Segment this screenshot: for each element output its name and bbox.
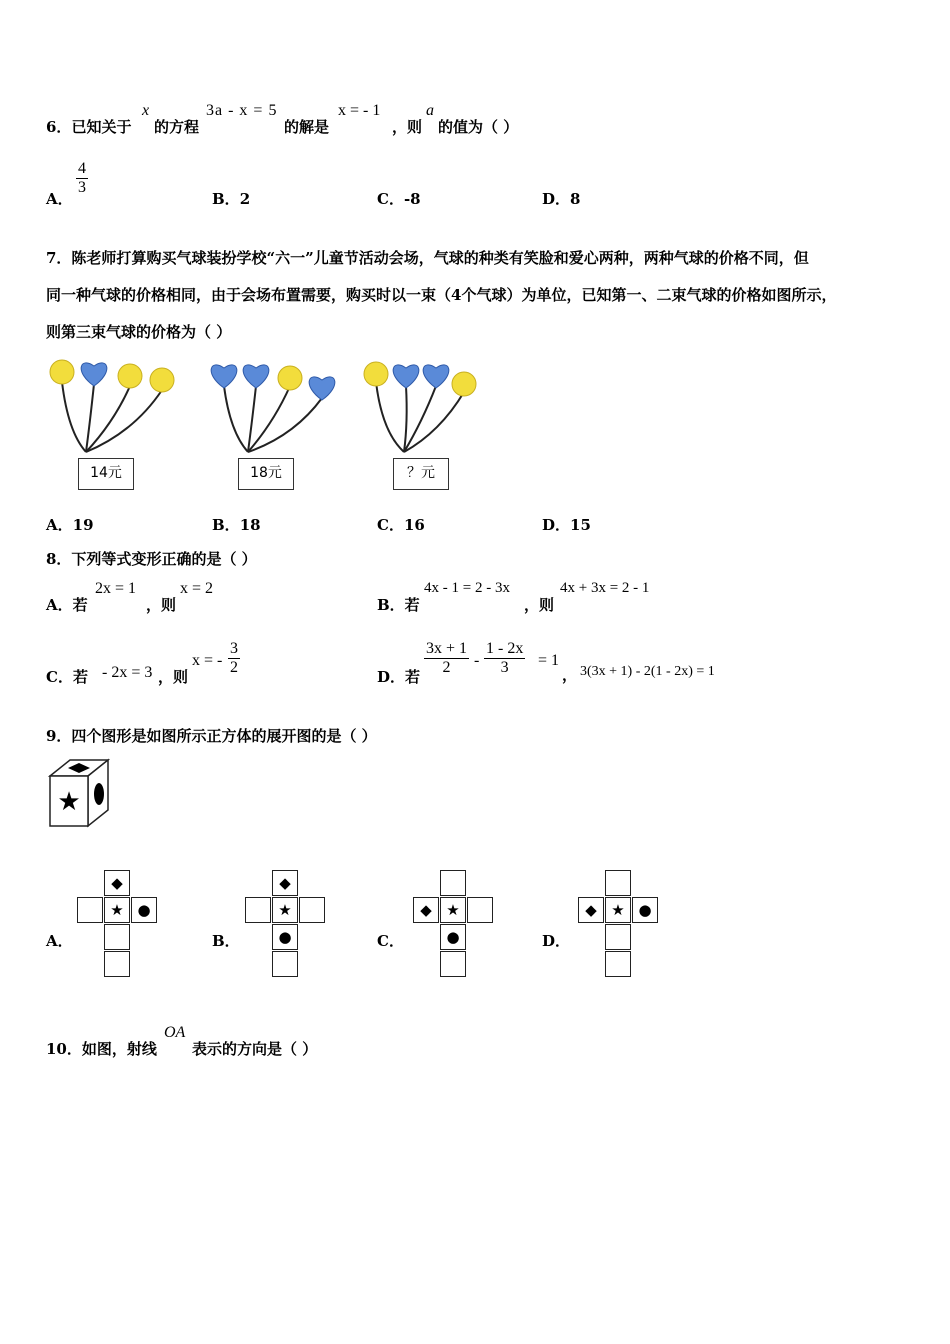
q7-line-3: 则第三束气球的价格为（ ） — [46, 323, 232, 341]
q8-c-den: 2 — [230, 659, 238, 676]
price-tag-2: 18元 — [238, 458, 294, 490]
q9-title: 9．四个图形是如图所示正方体的展开图的是（ ） — [46, 727, 377, 745]
q6-option-a-fraction — [76, 160, 88, 197]
smiley-balloon-icon — [452, 372, 476, 396]
q7-option-d — [542, 514, 591, 535]
star-icon: ★ — [110, 900, 124, 919]
q8-c-num: 3 — [230, 640, 238, 657]
q8-b-label: B．若 — [377, 596, 420, 614]
q7-option-b — [212, 514, 261, 535]
diamond-icon: ◆ — [420, 900, 432, 919]
heart-balloon-icon — [211, 365, 237, 388]
q7-a-value: 19 — [72, 516, 94, 534]
q7-b-value: 18 — [239, 516, 261, 534]
q6-a-den: 3 — [78, 179, 86, 196]
q6-text-5: 的值为（ ） — [438, 118, 519, 136]
net-cell — [104, 870, 130, 896]
net-cell — [272, 897, 298, 923]
q8-c-label: C．若 — [46, 668, 88, 686]
smiley-balloon-icon — [50, 360, 74, 384]
net-cell — [77, 897, 103, 923]
smiley-balloon-icon — [118, 364, 142, 388]
price-tag-1: 14元 — [78, 458, 134, 490]
net-cell — [605, 897, 631, 923]
net-cell — [632, 897, 658, 923]
q8-d-minus: - — [474, 652, 480, 669]
heart-balloon-icon — [423, 365, 449, 388]
q6-text-3: 的解是 — [284, 118, 330, 136]
diamond-icon: ◆ — [111, 873, 123, 892]
net-cell — [272, 951, 298, 977]
net-cell — [440, 924, 466, 950]
net-cell — [440, 897, 466, 923]
q7-line-2: 同一种气球的价格相同，由于会场布置需要，购买时以一束（4个气球）为单位，已知第一、二束气球的价格如图所示， — [46, 286, 837, 304]
star-icon: ★ — [611, 900, 625, 919]
heart-balloon-icon — [81, 363, 107, 386]
dot-icon: ● — [638, 900, 652, 919]
net-cell — [104, 897, 130, 923]
q7-d-label: D． — [542, 516, 571, 534]
q8-d-f2-den: 3 — [500, 659, 509, 676]
q8-d-fraction-2 — [484, 640, 525, 677]
q6-var-a: a — [426, 102, 434, 119]
q8-d-equals: = 1 — [538, 652, 560, 669]
q8-d-label: D．若 — [377, 668, 421, 686]
q6-c-label: C． — [377, 190, 404, 208]
q6-option-a-label: A． — [46, 190, 73, 208]
q6-option-c — [377, 188, 421, 209]
q7-c-label: C． — [377, 516, 404, 534]
star-icon: ★ — [278, 900, 292, 919]
q8-d-fraction-1 — [424, 640, 469, 677]
smiley-balloon-icon — [278, 366, 302, 390]
q8-b-cond: 4x - 1 = 2 - 3x — [424, 580, 510, 596]
q7-option-a — [46, 514, 94, 535]
net-cell — [272, 870, 298, 896]
q6-a-num: 4 — [78, 160, 86, 177]
net-cell — [131, 897, 157, 923]
dot-icon: ● — [446, 927, 460, 946]
q8-d-f1-den: 2 — [442, 659, 451, 676]
q7-c-value: 16 — [403, 516, 425, 534]
q9-option-c-label: C． — [377, 932, 404, 950]
q6-option-b — [212, 188, 250, 209]
q8-d-f1-num: 3x + 1 — [426, 640, 468, 657]
q10-text-2: 表示的方向是（ ） — [192, 1040, 318, 1058]
dot-icon: ● — [137, 900, 151, 919]
dot-icon: ● — [278, 927, 292, 946]
q7-a-label: A． — [46, 516, 73, 534]
q6-option-d — [542, 188, 580, 209]
q10-ray: OA — [164, 1024, 186, 1041]
dot-icon — [94, 783, 104, 805]
q6-var-x: x — [142, 102, 150, 119]
net-cell — [245, 897, 271, 923]
q9-option-a-label: A． — [46, 932, 73, 950]
net-cell — [104, 951, 130, 977]
q8-a-cond: 2x = 1 — [95, 580, 137, 597]
q8-b-then: ，则 — [524, 596, 555, 614]
q8-d-result: 3(3x + 1) - 2(1 - 2x) = 1 — [580, 664, 715, 679]
q7-b-label: B． — [212, 516, 240, 534]
q7-d-value: 15 — [570, 516, 591, 534]
star-icon: ★ — [446, 900, 460, 919]
q8-c-then: ，则 — [158, 668, 189, 686]
diamond-icon: ◆ — [585, 900, 597, 919]
q8-c-result-prefix: x = - — [192, 652, 223, 669]
q6-stem — [46, 116, 131, 137]
smiley-balloon-icon — [364, 362, 388, 386]
net-cell — [605, 870, 631, 896]
q8-b-result: 4x + 3x = 2 - 1 — [560, 580, 650, 596]
q6-solution: x = - 1 — [338, 102, 381, 119]
q8-d-f2-num: 1 - 2x — [486, 640, 524, 657]
q6-b-label: B． — [212, 190, 240, 208]
q8-c-cond: - 2x = 3 — [102, 664, 153, 681]
q6-text-2: 的方程 — [154, 118, 200, 136]
heart-balloon-icon — [243, 365, 269, 388]
q10-text-1: 10．如图，射线 — [46, 1040, 157, 1058]
net-cell — [605, 924, 631, 950]
q6-equation: 3a - x = 5 — [206, 102, 278, 119]
net-cell — [104, 924, 130, 950]
star-icon: ★ — [57, 787, 81, 817]
net-cell — [467, 897, 493, 923]
q8-d-comma: ， — [562, 666, 578, 684]
q9-option-d-label: D． — [542, 932, 571, 950]
smiley-balloon-icon — [150, 368, 174, 392]
q8-a-then: ，则 — [146, 596, 177, 614]
q6-text-4: ，则 — [392, 118, 423, 136]
q9-option-b-label: B． — [212, 932, 240, 950]
q7-option-c — [377, 514, 425, 535]
q6-text-1: 已知关于 — [71, 118, 132, 136]
price-tag-3: ？元 — [393, 458, 449, 490]
net-cell — [299, 897, 325, 923]
diamond-icon: ◆ — [279, 873, 291, 892]
net-cell — [413, 897, 439, 923]
q6-c-value: -8 — [403, 190, 421, 208]
q6-d-label: D． — [542, 190, 571, 208]
q8-a-label: A．若 — [46, 596, 88, 614]
q8-a-result: x = 2 — [180, 580, 214, 597]
heart-balloon-icon — [309, 377, 335, 400]
heart-balloon-icon — [393, 365, 419, 388]
q6-number: 6． — [46, 118, 72, 136]
q8-title: 8．下列等式变形正确的是（ ） — [46, 550, 257, 568]
cube-figure — [46, 756, 116, 828]
q6-b-value: 2 — [239, 190, 251, 208]
q8-c-result-fraction — [228, 640, 240, 677]
net-cell — [440, 951, 466, 977]
net-cell — [605, 951, 631, 977]
net-cell — [272, 924, 298, 950]
q6-d-value: 8 — [570, 190, 581, 208]
net-cell — [578, 897, 604, 923]
net-cell — [440, 870, 466, 896]
q7-line-1: 7．陈老师打算购买气球装扮学校“六一”儿童节活动会场，气球的种类有笑脸和爱心两种，两种气球的价格不同，但 — [46, 249, 809, 267]
